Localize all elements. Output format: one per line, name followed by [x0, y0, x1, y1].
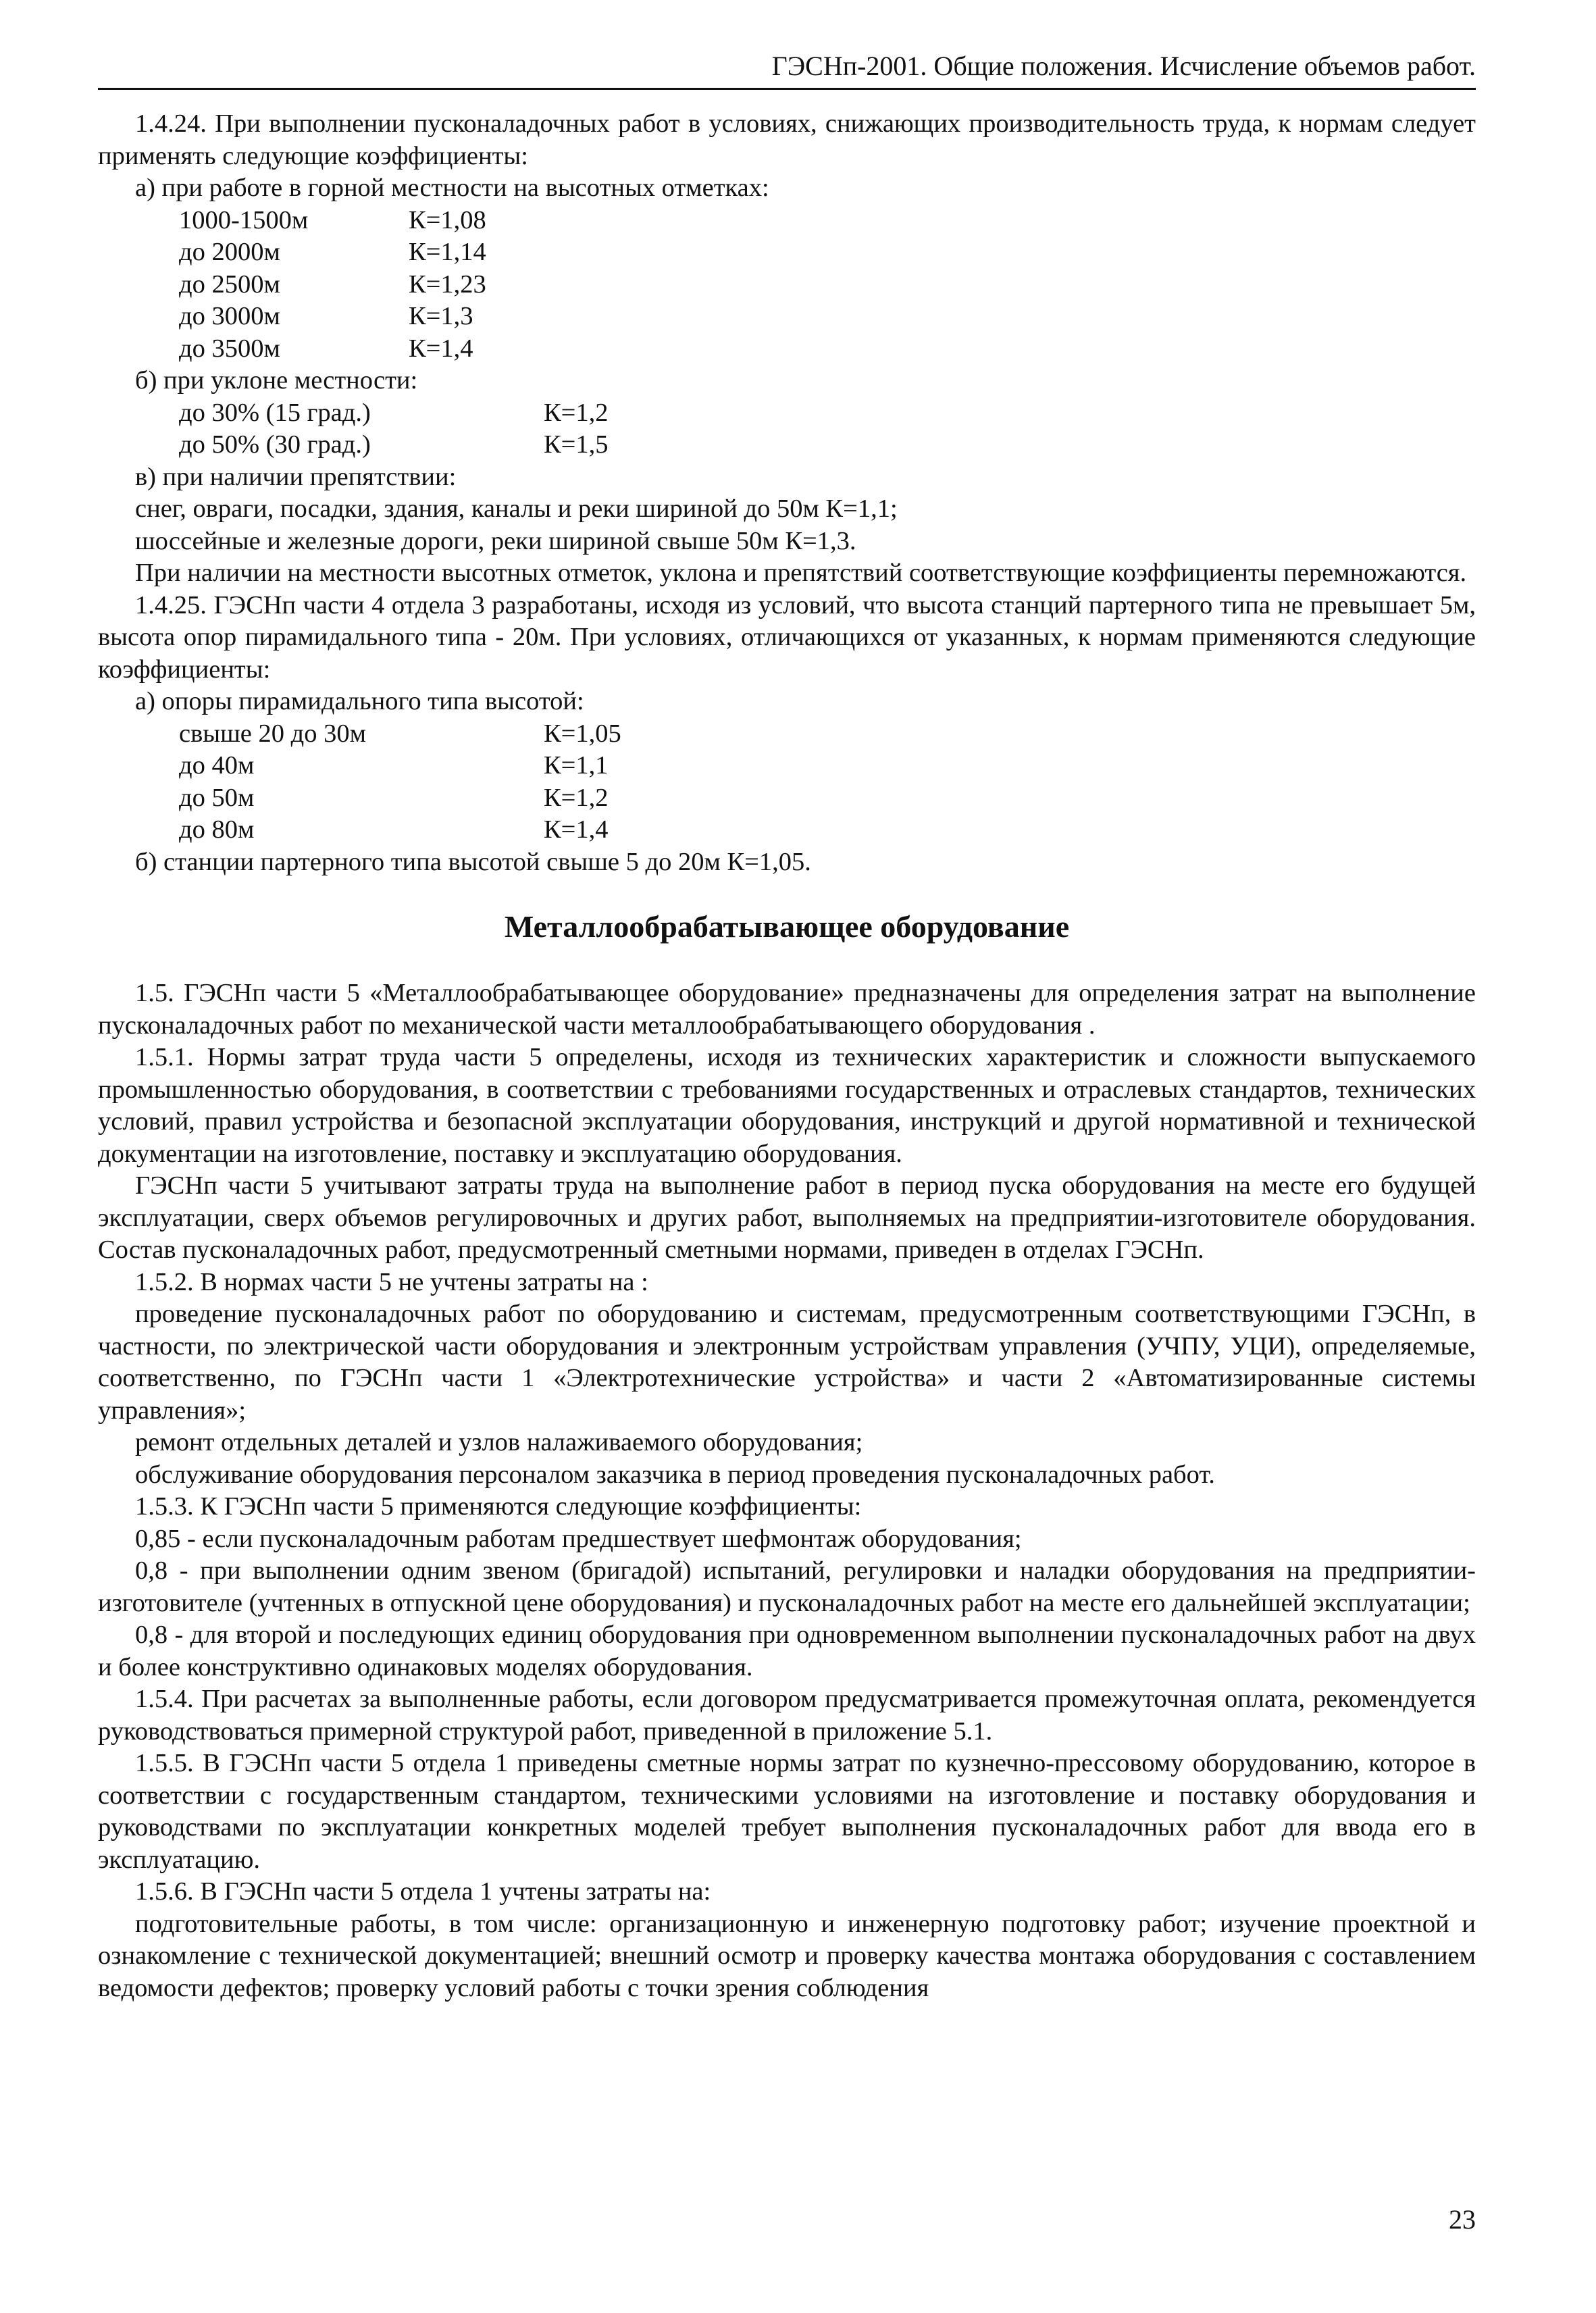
paragraph-1-4-24-c-label: в) при наличии препятствии:	[135, 462, 457, 491]
document-body	[98, 108, 1476, 2004]
coefficient-row	[179, 301, 1476, 333]
coefficient-range: до 2500м	[179, 270, 280, 299]
paragraph-1-5-6-item-a: подготовительные работы, в том числе: организационную и инженерную подготовку работ; изучение проектной и ознакомление с технической документацией; внешний осмотр и проверку качества монтажа оборудования с составлением ведомости дефектов; проверку условий работы с точки зрения соблюдения	[98, 1909, 1476, 2002]
paragraph-1-4-24-c-line1: снег, овраги, посадки, здания, каналы и реки шириной до 50м К=1,1;	[135, 494, 898, 523]
coefficient-range: до 30% (15 град.)	[179, 398, 371, 427]
coefficient-range: до 80м	[179, 815, 255, 844]
paragraph-1-5-3-item-a: 0,85 - если пусконаладочным работам предшествует шефмонтаж оборудования;	[135, 1524, 1022, 1553]
paragraph-1-5-1: 1.5.1. Нормы затрат труда части 5 определены, исходя из технических характеристик и сложности выпускаемого промышленностью оборудования, в соответствии с требованиями государственных и отраслевых стандартов, технических условий, правил устройства и безопасной эксплуатации оборудования, инструкций и другой нормативной и технической документации на изготовление, поставку и эксплуатацию оборудования.	[98, 1043, 1476, 1168]
paragraph-1-5-1-continued: ГЭСНп части 5 учитывают затраты труда на выполнение работ в период пуска оборудования на месте его будущей эксплуатации, сверх объемов регулировочных и других работ, выполняемых на предприятии-изготовителе оборудования. Состав пусконаладочных работ, предусмотренный сметными нормами, приведен в отделах ГЭСНп.	[98, 1171, 1476, 1264]
coefficient-value: К=1,5	[544, 430, 609, 459]
coefficient-range: до 50м	[179, 783, 255, 812]
paragraph-1-4-24-closing: При наличии на местности высотных отметок, уклона и препятствий соответствующие коэффициенты перемножаются.	[135, 559, 1467, 587]
pyramid-support-coefficient-list	[98, 718, 1476, 846]
paragraph-1-5-3-item-c: 0,8 - для второй и последующих единиц оборудования при одновременном выполнении пусконаладочных работ на двух и более конструктивно одинаковых моделях оборудования.	[98, 1621, 1476, 1681]
coefficient-row	[179, 269, 1476, 301]
paragraph-1-5-2: 1.5.2. В нормах части 5 не учтены затраты на :	[135, 1267, 648, 1296]
coefficient-row	[179, 397, 1476, 430]
coefficient-value: К=1,08	[409, 205, 486, 234]
paragraph-1-5-2-item-a: проведение пусконаладочных работ по оборудованию и системам, предусмотренным соответствующими ГЭСНп, в частности, по электрической части оборудования и электронным устройствам управления (УЧПУ, УЦИ), определяемые, соответственно, по ГЭСНп части 1 «Электротехнические устройства» и части 2 «Автоматизированные системы управления»;	[98, 1300, 1476, 1425]
paragraph-1-4-25-intro: 1.4.25. ГЭСНп части 4 отдела 3 разработаны, исходя из условий, что высота станций партерного типа не превышает 5м, высота опор пирамидального типа - 20м. При условиях, отличающихся от указанных, к нормам применяются следующие коэффициенты:	[98, 590, 1476, 684]
coefficient-value: К=1,4	[544, 815, 609, 844]
coefficient-row	[179, 750, 1476, 782]
paragraph-1-5-2-item-b: ремонт отдельных деталей и узлов налаживаемого оборудования;	[135, 1428, 863, 1456]
paragraph-1-5: 1.5. ГЭСНп части 5 «Металлообрабатывающее оборудование» предназначены для определения затрат на выполнение пусконаладочных работ по механической части металлообрабатывающего оборудования .	[98, 979, 1476, 1040]
coefficient-value: К=1,05	[544, 719, 621, 748]
coefficient-row	[179, 205, 1476, 237]
paragraph-1-5-4: 1.5.4. При расчетах за выполненные работы, если договором предусматривается промежуточная оплата, рекомендуется руководствоваться примерной структурой работ, приведенной в приложение 5.1.	[98, 1685, 1476, 1746]
paragraph-1-4-24-b-label: б) при уклоне местности:	[135, 366, 418, 395]
coefficient-value: К=1,14	[409, 238, 486, 266]
paragraph-1-5-6: 1.5.6. В ГЭСНп части 5 отдела 1 учтены затраты на:	[135, 1877, 711, 1906]
coefficient-value: К=1,1	[544, 751, 609, 780]
paragraph-1-4-24-a-label: а) при работе в горной местности на высотных отметках:	[135, 174, 769, 202]
coefficient-value: К=1,3	[409, 302, 473, 330]
paragraph-1-4-24-intro: 1.4.24. При выполнении пусконаладочных работ в условиях, снижающих производительность труда, к нормам следует применять следующие коэффициенты:	[98, 109, 1476, 170]
page-number: 23	[1449, 2204, 1476, 2235]
coefficient-value: К=1,2	[544, 398, 609, 427]
coefficient-row	[179, 333, 1476, 365]
coefficient-value: К=1,23	[409, 270, 486, 299]
coefficient-row	[179, 236, 1476, 269]
coefficient-range: до 3500м	[179, 334, 280, 363]
section-heading: Металлообрабатывающее оборудование	[504, 909, 1070, 944]
coefficient-range: до 3000м	[179, 302, 280, 330]
altitude-coefficient-list	[98, 205, 1476, 365]
coefficient-range: до 2000м	[179, 238, 280, 266]
coefficient-range: 1000-1500м	[179, 205, 309, 234]
running-header: ГЭСНп-2001. Общие положения. Исчисление объемов работ.	[771, 51, 1476, 81]
paragraph-1-4-25-b-line: б) станции партерного типа высотой свыше 5 до 20м К=1,05.	[135, 847, 811, 876]
coefficient-row	[179, 718, 1476, 751]
paragraph-1-4-24-c-line2: шоссейные и железные дороги, реки шириной свыше 50м К=1,3.	[135, 526, 856, 555]
coefficient-value: К=1,2	[544, 783, 609, 812]
paragraph-1-5-2-item-c: обслуживание оборудования персоналом заказчика в период проведения пусконаладочных работ.	[135, 1460, 1215, 1489]
paragraph-1-4-25-a-label: а) опоры пирамидального типа высотой:	[135, 687, 584, 715]
paragraph-1-5-5: 1.5.5. В ГЭСНп части 5 отдела 1 приведены сметные нормы затрат по кузнечно-прессовому оборудованию, которое в соответствии с государственным стандартом, техническими условиями на изготовление и поставку оборудования и руководствами по эксплуатации конкретных моделей требует выполнения пусконаладочных работ для ввода его в эксплуатацию.	[98, 1749, 1476, 1874]
paragraph-1-5-3: 1.5.3. К ГЭСНп части 5 применяются следующие коэффициенты:	[135, 1492, 862, 1521]
coefficient-row	[179, 814, 1476, 846]
coefficient-range: свыше 20 до 30м	[179, 719, 366, 748]
header-rule	[98, 88, 1476, 90]
coefficient-range: до 40м	[179, 751, 255, 780]
coefficient-range: до 50% (30 град.)	[179, 430, 371, 459]
slope-coefficient-list	[98, 397, 1476, 461]
coefficient-value: К=1,4	[409, 334, 473, 363]
paragraph-1-5-3-item-b: 0,8 - при выполнении одним звеном (бригадой) испытаний, регулировки и наладки оборудования на предприятии-изготовителе (учтенных в отпускной цене оборудования) и пусконаладочных работ на месте его дальнейшей эксплуатации;	[98, 1556, 1476, 1617]
coefficient-row	[179, 782, 1476, 815]
coefficient-row	[179, 429, 1476, 461]
